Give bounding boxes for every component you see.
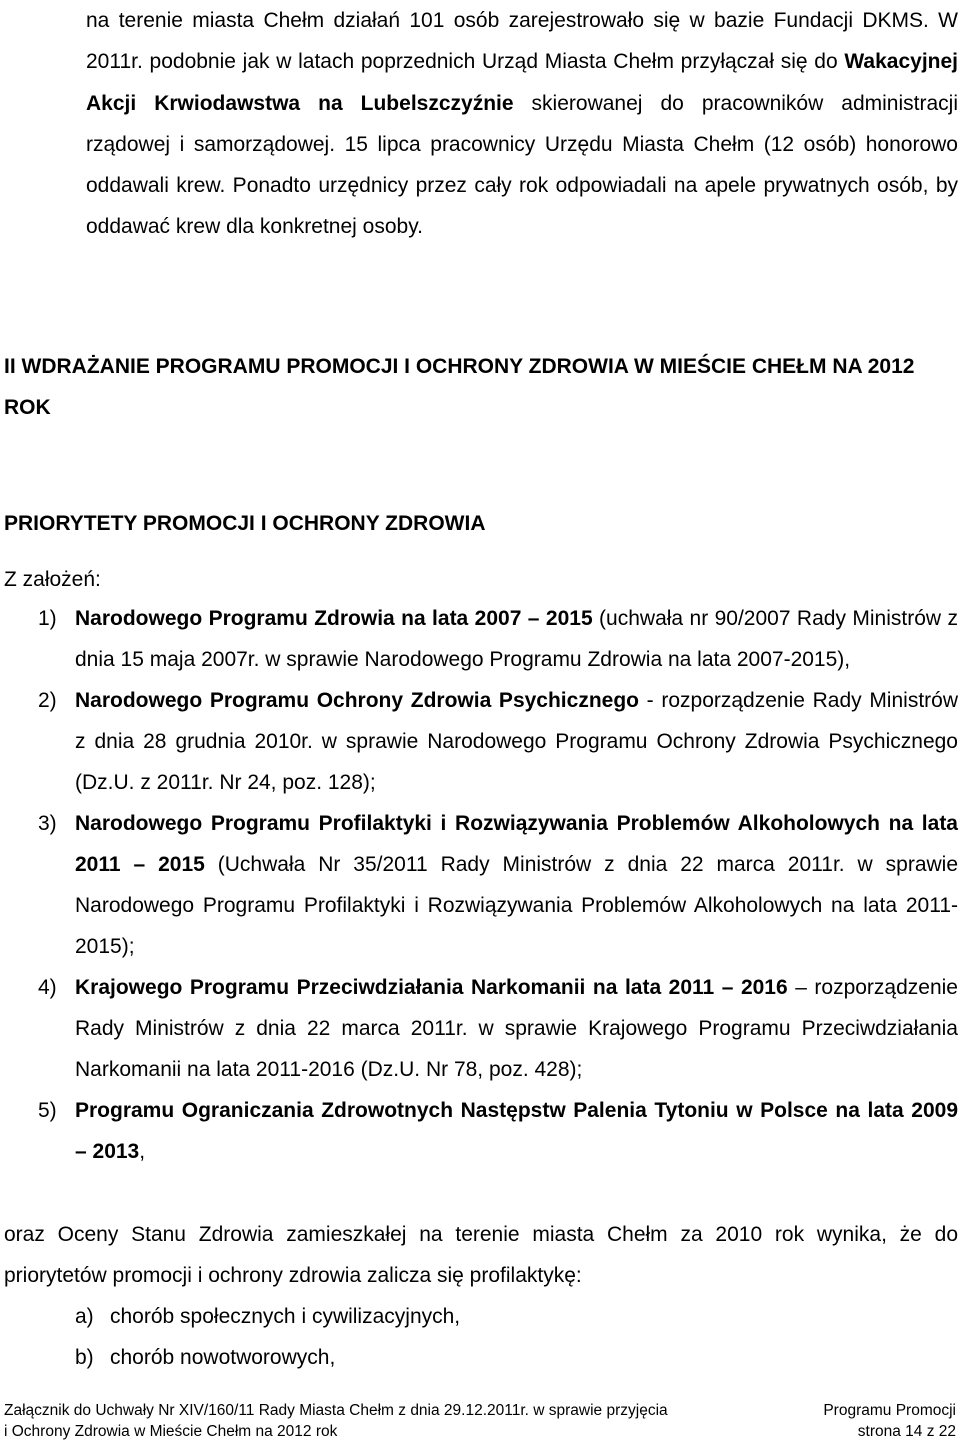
page-number: strona 14 z 22: [857, 1423, 956, 1440]
list-number: 1): [38, 607, 57, 630]
list-item: [0, 1090, 960, 1172]
program-name: Narodowego Programu Ochrony Zdrowia Psychicznego: [75, 689, 639, 712]
intro-paragraph: [86, 0, 958, 248]
program-name: Krajowego Programu Przeciwdziałania Narkomanii na lata 2011 – 2016: [75, 976, 788, 999]
priorities-paragraph: oraz Oceny Stanu Zdrowia zamieszkałej na terenie miasta Chełm za 2010 rok wynika, że do priorytetów promocji i ochrony zdrowia zalicza się profilaktykę:: [4, 1223, 958, 1287]
program-name: Narodowego Programu Profilaktyki i Rozwiązywania Problemów Alkoholowych na lata 2011 – 2015: [75, 812, 958, 876]
program-details: (uchwała nr 90/2007 Rady Ministrów z dnia 15 maja 2007r. w sprawie Narodowego Programu Zdrowia na lata 2007-2015),: [75, 607, 958, 671]
subsection-heading: PRIORYTETY PROMOCJI I OCHRONY ZDROWIA: [4, 512, 486, 535]
list-item: [0, 1296, 460, 1337]
program-name: Programu Ograniczania Zdrowotnych Następstw Palenia Tytoniu w Polsce na lata 2009 – 2013: [75, 1099, 958, 1163]
program-name: Narodowego Programu Zdrowia na lata 2007 – 2015: [75, 607, 593, 630]
assumptions-label: Z założeń:: [4, 568, 101, 591]
list-text: chorób nowotworowych,: [110, 1346, 336, 1369]
program-details: ,: [139, 1140, 146, 1163]
intro-text-2: skierowanej do pracowników administracji rządowej i samorządowej. 15 lipca pracownicy Urzędu Miasta Chełm (12 osób) honorowo oddawali krew. Ponadto urzędnicy przez cały rok odpowiadali na apele prywatnych osób, by oddawać krew dla konkretnej osoby.: [86, 91, 958, 239]
page-footer: [4, 1400, 956, 1442]
list-number: 3): [38, 812, 57, 835]
program-details: - rozporządzenie Rady Ministrów z dnia 28 grudnia 2010r. w sprawie Narodowego Programu Ochrony Zdrowia Psychicznego (Dz.U. z 2011r. Nr 24, poz. 128);: [75, 689, 958, 794]
list-number: 4): [38, 976, 57, 999]
intro-bold: Wakacyjnej Akcji Krwiodawstwa na Lubelszczyźnie: [86, 50, 958, 115]
program-details: – rozporządzenie Rady Ministrów z dnia 22 marca 2011r. w sprawie Krajowego Programu Przeciwdziałania Narkomanii na lata 2011-2016 (Dz.U. Nr 78, poz. 428);: [75, 976, 958, 1081]
list-letter: b): [75, 1346, 94, 1369]
list-number: 5): [38, 1099, 57, 1122]
program-details: (Uchwała Nr 35/2011 Rady Ministrów z dnia 22 marca 2011r. w sprawie Narodowego Programu Profilaktyki i Rozwiązywania Problemów Alkoholowych na lata 2011-2015);: [75, 853, 959, 958]
list-number: 2): [38, 689, 57, 712]
list-item: [0, 598, 960, 680]
list-item: [0, 1337, 460, 1378]
footer-right-1: Programu Promocji: [823, 1402, 956, 1419]
prevention-list: [0, 1296, 460, 1378]
list-item: [0, 967, 960, 1090]
list-item: [0, 680, 960, 803]
intro-text-1: na terenie miasta Chełm działań 101 osób zarejestrowało się w bazie Fundacji DKMS. W 2011r. podobnie jak w latach poprzednich Urząd Miasta Chełm przyłączał się do: [86, 9, 958, 74]
footer-left-1: Załącznik do Uchwały Nr XIV/160/11 Rady Miasta Chełm z dnia 29.12.2011r. w sprawie przyjęcia: [4, 1402, 668, 1419]
footer-left-2: i Ochrony Zdrowia w Mieście Chełm na 2012 rok: [4, 1423, 338, 1440]
list-item: [0, 803, 960, 967]
list-letter: a): [75, 1305, 94, 1328]
list-text: chorób społecznych i cywilizacyjnych,: [110, 1305, 461, 1328]
section-heading: II WDRAŻANIE PROGRAMU PROMOCJI I OCHRONY ZDROWIA W MIEŚCIE CHEŁM NA 2012 ROK: [4, 355, 915, 419]
programs-list: [0, 598, 960, 1172]
